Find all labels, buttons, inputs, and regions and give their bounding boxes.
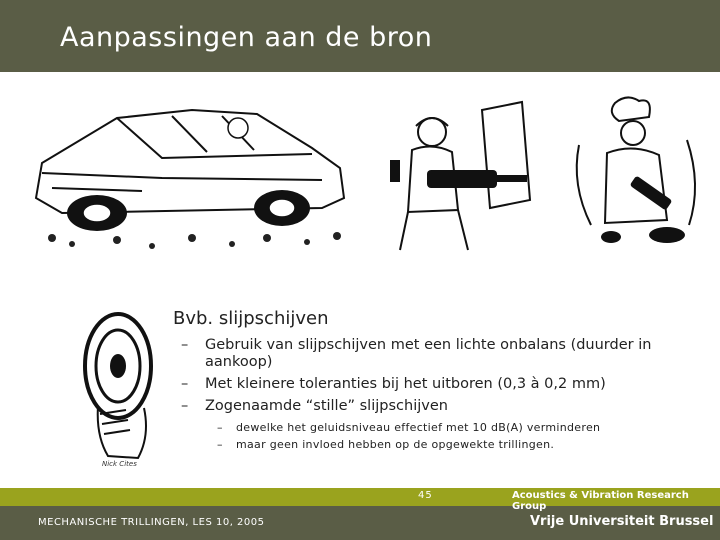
bullet-item [173, 376, 693, 393]
illustration-signature: Nick Cites [102, 460, 137, 468]
page-number: 45 [418, 490, 433, 501]
sub-bullet-text: dewelke het geluidsniveau effectief met 10 dB(A) verminderen [236, 421, 601, 434]
university-logo-text: Vrije Universiteit Brussel [530, 514, 714, 529]
bullet-text: Zogenaamde “stille” slijpschijven [205, 398, 448, 414]
sub-bullet-text: maar geen invloed hebben op de opgewekte trillingen. [236, 438, 555, 451]
sub-bullet-dash: – [217, 421, 223, 434]
course-label: MECHANISCHE TRILLINGEN, LES 10, 2005 [38, 517, 265, 528]
bullet-dash: – [181, 337, 189, 353]
bullet-item [173, 398, 693, 415]
sub-bullet-item [173, 420, 693, 435]
content-heading: Bvb. slijpschijven [173, 308, 329, 329]
driller-illustration [372, 100, 557, 260]
sub-bullet-dash: – [217, 438, 223, 451]
bullet-dash: – [181, 376, 189, 392]
car-illustration [22, 88, 357, 253]
research-group-label: Acoustics & Vibration Research Group [512, 490, 689, 512]
sub-bullet-item [173, 437, 693, 452]
bullet-text: Gebruik van slijpschijven met een lichte onbalans (duurder in aankoop) [205, 337, 652, 370]
bullet-dash: – [181, 398, 189, 414]
grinding-disc-illustration [78, 306, 160, 464]
title-bar [0, 0, 720, 72]
bullet-text: Met kleinere toleranties bij het uitboren (0,3 à 0,2 mm) [205, 376, 606, 392]
grinder-illustration [567, 95, 707, 260]
bullet-item [173, 337, 693, 371]
slide-content [173, 308, 693, 454]
slide-title: Aanpassingen aan de bron [60, 22, 433, 53]
